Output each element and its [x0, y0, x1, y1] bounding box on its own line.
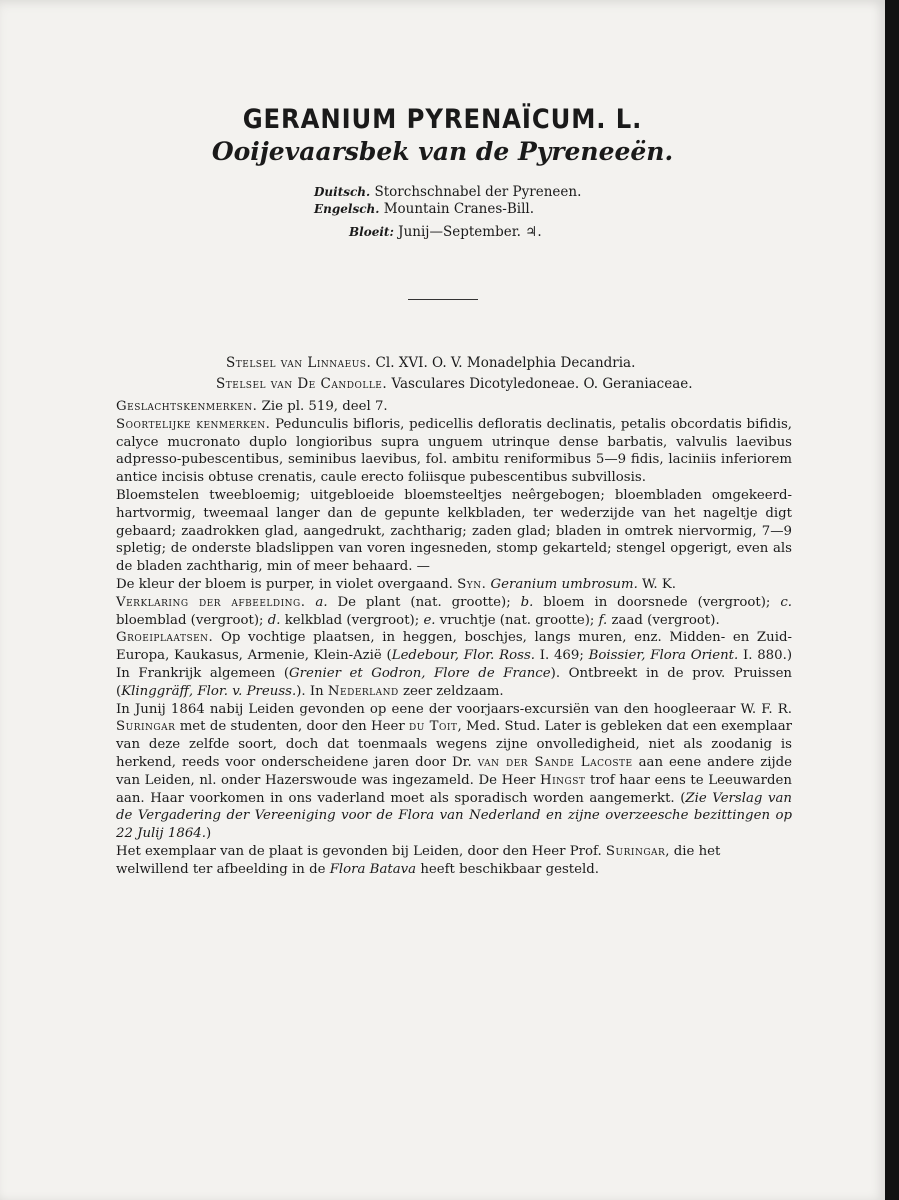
fig-b-text: bloem in doorsnede (vergroot); [543, 594, 771, 610]
groei-t4: ). Ontbreekt in de prov. Pruissen ( [116, 665, 792, 699]
duitsch-value: Storchschnabel der Pyreneen. [374, 184, 582, 200]
beschrijving-paragraph: Bloemstelen tweebloemig; uitgebloeide bloemsteeltjes neêrgebogen; bloembladen omgekeerd-hartvormig, tweemaal langer dan de gepunte kelkbladen, ter wederzijde van het nageltje digt gebaard; zaadrokken glad, aangedrukt, zachtharig; zaden glad; bladen in omtrek niervormig, 7—9 spletig; de onderste bladslippen van voren ingesneden, stomp gekarteld; stengel opgerigt, even als de bladen zachtharig, min of meer behaard. — [116, 487, 792, 575]
geslacht-value: Zie pl. 519, deel 7. [261, 399, 388, 414]
groei-nederland: Nederland [327, 683, 399, 699]
fig-c-text: bloemblad (vergroot); [116, 612, 264, 628]
linnaeus-value: Cl. XVI. O. V. Monadelphia Decandria. [375, 355, 636, 371]
hist-t5: trof haar eens te Leeuwarden aan. Haar voorkomen in ons vaderland moet als sporadisch worden aangemerkt. ( [116, 772, 792, 806]
hist-dutoit: du Toit [409, 719, 458, 735]
groei-ref2: Boissier, Flora Orient. [588, 648, 739, 664]
groei-t3: I. 880.) In Frankrijk algemeen ( [116, 648, 793, 681]
candolle-value: Vasculares Dicotyledoneae. O. Geraniaceae. [391, 376, 693, 392]
syn-label: Syn. [457, 576, 487, 592]
verklaring-label: Verklaring der afbeelding. [116, 594, 306, 610]
hist-t2: met de studenten, door den Heer [175, 719, 409, 735]
fig-a-letter: a. [315, 594, 328, 610]
groeiplaatsen-paragraph [116, 629, 792, 700]
ex-suringar: Suringar [605, 843, 666, 859]
ex-t1: Het exemplaar van de plaat is gevonden bij Leiden, door den Heer Prof. [116, 843, 606, 859]
linnaeus-label: Stelsel van Linnaeus. [226, 355, 372, 371]
system-linnaeus [0, 355, 899, 371]
geslacht-paragraph [116, 398, 792, 416]
system-candolle [0, 376, 899, 392]
kleur-text: De kleur der bloem is purper, in violet overgaand. [116, 576, 453, 592]
groeiplaatsen-label: Groeiplaatsen. [116, 630, 214, 646]
kleur-paragraph [116, 576, 792, 594]
hist-t3: , Med. Stud. Later is gebleken dat een exemplaar van deze zelfde soort, doch dat toenmaals wegens zijne onvolledigheid, niet als zoodanig is herkend, reeds voor onderscheidene jaren door Dr. [116, 719, 792, 770]
soort-paragraph [116, 416, 792, 487]
fig-b-letter: b. [520, 594, 534, 610]
engelsch-value: Mountain Cranes-Bill. [383, 201, 535, 217]
verklaring-paragraph [116, 594, 792, 630]
fig-a-text: De plant (nat. grootte); [337, 594, 511, 610]
groei-t6: zeer zeldzaam. [398, 683, 504, 699]
exemplaar-paragraph [116, 843, 792, 879]
duitsch-label: Duitsch. [314, 185, 371, 199]
fig-f-text: zaad (vergroot). [611, 612, 720, 628]
name-engelsch [314, 201, 581, 218]
geslacht-label: Geslachtskenmerken. [116, 399, 258, 414]
hist-t4: aan eene andere zijde van Leiden, nl. onder Hazerswoude was ingezameld. De Heer [116, 754, 793, 788]
bloeit-value: Junij—September. ♃. [398, 224, 542, 240]
syn-author: W. K. [642, 576, 676, 592]
groei-ref4: Klinggräff, Flor. v. Preuss. [121, 683, 297, 699]
body-text [116, 398, 792, 879]
groei-ref1: Ledebour, Flor. Ross. [391, 648, 535, 664]
soort-value: Pedunculis bifloris, pedicellis defloratis declinatis, petalis obcordatis bifidis, calyce mucronato duplo longioribus supra unguem utrinque dense barbatis, valvulis laevibus adpresso-pubescentibus, seminibus laevibus, fol. ambitu reniformibus 5—9 fidis, laciniis inferiorem antice incisis obtuse crenatis, caule erecto foliisque pubescentibus subvillosis. [116, 416, 793, 486]
fig-c-letter: c. [780, 594, 793, 610]
hist-suringar: Suringar [116, 719, 176, 735]
engelsch-label: Engelsch. [314, 202, 380, 216]
fig-d-letter: d. [267, 612, 281, 628]
candolle-label: Stelsel van De Candolle. [216, 376, 388, 392]
syn-name: Geranium umbrosum. [490, 576, 638, 592]
ex-t2: , die het welwillend ter afbeelding in de [116, 843, 721, 877]
hist-hingst: Hingst [539, 772, 586, 788]
hist-vandersande: van der Sande Lacoste [477, 754, 633, 770]
divider-rule [408, 299, 478, 300]
bloeit-label: Bloeit: [349, 225, 394, 239]
groei-t1: Op vochtige plaatsen, in heggen, boschjes, langs muren, enz. Midden- en Zuid-Europa, Kaukasus, Armenie, Klein-Azië ( [116, 630, 792, 664]
soort-label: Soortelijke kenmerken. [116, 416, 271, 432]
groei-t2: I. 469; [535, 648, 589, 664]
hist-t1: In Junij 1864 nabij Leiden gevonden op eene der voorjaars-excursiën van den hoogleeraar W. F. R. [116, 701, 792, 717]
groei-t5: ). In [296, 683, 328, 699]
hist-t6: ) [205, 826, 212, 842]
groei-ref3: Grenier et Godron, Flore de France [289, 665, 551, 681]
page-subtitle: Ooijevaarsbek van de Pyreneeën. [211, 137, 674, 166]
historie-paragraph [116, 701, 792, 843]
ex-t3: heeft beschikbaar gesteld. [416, 861, 599, 877]
page-title: GERANIUM PYRENAÏCUM. L. [242, 104, 643, 135]
fig-d-text: kelkblad (vergroot); [284, 612, 420, 628]
ex-flora: Flora Batava [329, 861, 417, 877]
name-duitsch [314, 184, 581, 201]
fig-e-letter: e. [423, 612, 436, 628]
fig-e-text: vruchtje (nat. grootte); [439, 612, 595, 628]
fig-f-letter: f. [598, 612, 608, 628]
bloeit [314, 224, 581, 241]
hist-verslag: Zie Verslag van de Vergadering der Vereeniging voor de Flora van Nederland en zijne overzeesche bezittingen op 22 Julij 1864. [116, 790, 792, 842]
vernacular-names [314, 184, 581, 241]
